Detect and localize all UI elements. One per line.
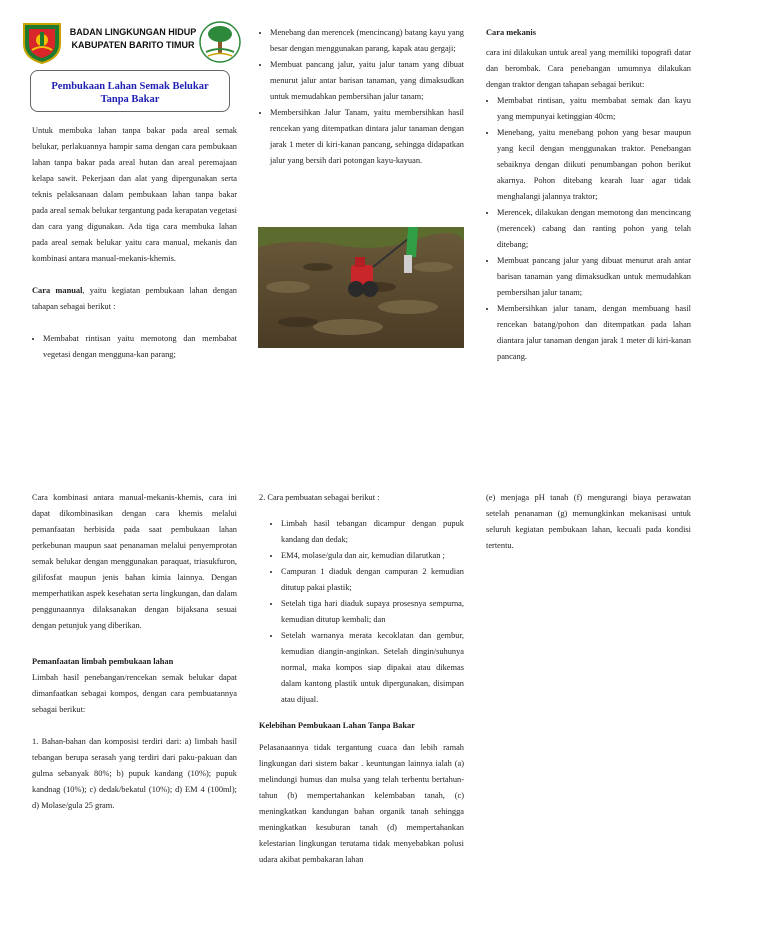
kelebihan-continued: (e) menjaga pH tanah (f) mengurangi biaya perawatan setelah penanaman (g) memungkinkan mekanisasi untuk seluruh kegiatan pembukaan lahan, kecuali pada kondisi tertentu. xyxy=(486,493,691,550)
manual-paragraph xyxy=(32,283,237,315)
kelebihan-heading: Kelebihan Pembukaan Lahan Tanpa Bakar xyxy=(259,721,415,730)
col3-bottom xyxy=(486,490,691,554)
kelebihan-paragraph: Pelasanaannya tidak tergantung cuaca dan lebih ramah lingkungan dari sistem bakar . keuntungan lainnya ialah (a) melindungi humus dan mulsa yang telah terbentu bertahun-tahun (b) mempertahankan kelembaban tanah, (c) meningkatkan kandungan bahan organik tanah sehingga meningkatkan kesuburan tanah (d) mempertahankan kelestarian lingkungan terutama tidak menyebabkan polusi udara akibat pembakaran lahan xyxy=(259,743,464,864)
tractor-field-photo xyxy=(258,227,464,348)
list-item: • Membuat pancang jalur, yaitu jalur tanam yang dibuat menurut jalur antar barisan tanaman, yang dimaksudkan untuk memudahkan pembersihan jalur tanam; xyxy=(270,57,464,105)
list-item: • Membersihkan Jalur Tanam, yaitu membersihkan hasil rencekan yang ditempatkan dintara jalur tanaman dengan jarak 1 meter di kiri-kanan pancang, sehingga didapatkan jalur yang bersih dari potongan kayu-kayuan. xyxy=(270,105,464,169)
col1-top xyxy=(32,123,237,363)
list-item: • Menebang, yaitu menebang pohon yang besar maupun yang kecil dengan menggunakan traktor. Penebangan sebaiknya dengan diikuti penumbangan pohon berikut akarnya. Pohon ditebang kearah luar agar tidak menghalangi jalannya traktor; xyxy=(497,125,691,205)
limbah-heading: Pemanfaatan limbah pembukaan lahan xyxy=(32,657,174,666)
col1-bottom xyxy=(32,490,237,814)
list-item: • Setelah warnanya merata kecoklatan dan gembur, kemudian diangin-anginkan. Setelah dingin/suhunya normal, maka kompos siap dipakai atau dikemas dalam kantong plastik untuk dipergunakan, disimpan atau dijual. xyxy=(281,628,464,708)
title-box xyxy=(30,70,230,112)
header xyxy=(20,20,242,64)
title-line1: Pembukaan Lahan Semak Belukar xyxy=(51,81,209,92)
mekanis-list xyxy=(486,93,691,365)
list-item: • Membabat rintisan yaitu memotong dan membabat vegetasi dengan mengguna-kan parang; xyxy=(43,331,237,363)
mekanis-heading: Cara mekanis xyxy=(486,28,537,37)
list-item: • EM4, molase/gula dan air, kemudian dilarutkan ; xyxy=(281,548,464,564)
kombinasi-paragraph: Cara kombinasi antara manual-mekanis-khemis, cara ini dapat dikombinasikan dengan cara khemis melalui pemanfaatan herbisida pada saat pembukaan lahan perkebunan maupun saat penanaman melalui penyemprotan semak belukar dengan menggunakan paraquat, triasukfuron, gilifosfat maupun jenis bahan kimia lainnya. Dengan memperhatikan aspek kesehatan serta lingkungan, dan dalam penggunaannya dilaksanakan dengan bijaksana sesuai dengan petunjuk yang diberikan. xyxy=(32,493,237,630)
list-item: • Merencek, dilakukan dengan memotong dan mencincang (merencek) cabang dan ranting pohon yang telah ditebang; xyxy=(497,205,691,253)
list-item: • Membuat pancang jalur yang dibuat menurut arah antar barisan tanaman yang dimaksudkan untuk memudahkan pembersihan jalur tanam; xyxy=(497,253,691,301)
cara-pembuatan: 2. Cara pembuatan sebagai berikut : xyxy=(259,493,380,502)
regency-emblem-icon xyxy=(20,20,64,64)
agency-line2: KABUPATEN BARITO TIMUR xyxy=(71,40,195,50)
list-item: • Setelah tiga hari diaduk supaya prosesnya sempurna, kemudian ditutup kembali; dan xyxy=(281,596,464,628)
limbah-paragraph: Limbah hasil penebangan/rencekan semak belukar dapat dimanfaatkan sebagai kompos, dengan cara pembuatannya sebagai berikut: xyxy=(32,673,237,714)
list-item: • Membabat rintisan, yaitu membabat semak dan kayu yang mempunyai ketinggian 40cm; xyxy=(497,93,691,125)
col2-bottom xyxy=(259,490,464,868)
cara-list xyxy=(259,516,464,708)
manual-list xyxy=(32,331,237,363)
list-item: • Membersihkan jalur tanam, dengan membuang hasil rencekan batang/pohon dan ditempatkan pada lahan diantara jalur tanaman dengan jarak 1 meter di kiri-kanan pancang. xyxy=(497,301,691,365)
title-line2: Tanpa Bakar xyxy=(100,94,160,105)
list-item: • Campuran 1 diaduk dengan campuran 2 kemudian ditutup pakai plastik; xyxy=(281,564,464,596)
agency-name xyxy=(68,26,198,52)
manual-text: , yaitu kegiatan pembukaan lahan dengan tahapan sebagai berikut : xyxy=(32,286,237,311)
list-item: • Limbah hasil tebangan dicampur dengan pupuk kandang dan dedak; xyxy=(281,516,464,548)
col2-top xyxy=(259,25,464,169)
col3-top xyxy=(486,25,691,365)
manual-label: Cara manual xyxy=(32,286,83,295)
mekanis-intro: cara ini dilakukan untuk areal yang memiliki topografi datar dan berombak. Cara penebangan umumnya dilakukan dengan traktor dengan tahapan sebagai berikut: xyxy=(486,48,691,89)
list-item: • Menebang dan merencek (mencincang) batang kayu yang besar dengan menggunakan parang, kapak atau gergaji; xyxy=(270,25,464,57)
intro-paragraph: Untuk membuka lahan tanpa bakar pada areal semak belukar, perlakuannya hampir sama dengan cara pembukaan lahan tanpa bakar pada areal hutan dan areal peremajaan kelapa sawit. Pekerjaan dan alat yang dipergunakan serta teknis pelaksanaan dalam pembukaan lahan tanpa bakar pada areal semak belukar tergantung pada kerapatan vegetasi dan cara yang digunakan. Ada tiga cara membuka lahan pada areal semak belukar yaitu cara manual, mekanis dan kombinasi antara manual-mekanis-khemis. xyxy=(32,126,237,263)
manual-list-continued xyxy=(259,25,464,169)
agency-line1: BADAN LINGKUNGAN HIDUP xyxy=(69,27,197,37)
environment-tree-emblem-icon xyxy=(198,20,242,64)
bahan-paragraph: 1. Bahan-bahan dan komposisi terdiri dari: a) limbah hasil tebangan berupa serasah yang terdiri dari paku-pakuan dan gulma sebanyak 80%; b) pupuk kandang (10%); pupuk kandnag (10%); c) dedak/bekatul (10%); d) EM 4 (100ml); d) Molase/gula 25 gram. xyxy=(32,737,237,810)
